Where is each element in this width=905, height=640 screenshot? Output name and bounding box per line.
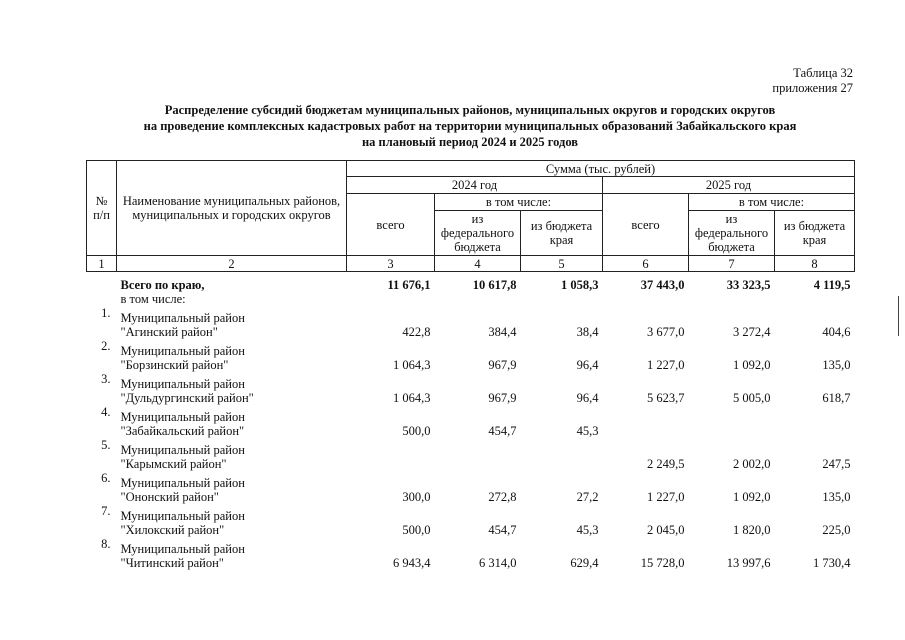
row-value: 967,9 (488, 358, 517, 372)
column-number: 6 (603, 256, 689, 272)
header-including-2025: в том числе: (689, 194, 855, 211)
row-value: 5 623,7 (647, 391, 685, 405)
table-row (87, 306, 855, 339)
table-row (87, 438, 855, 471)
row-index: 2. (101, 339, 111, 353)
row-value: 2 249,5 (647, 457, 685, 471)
table-row (87, 372, 855, 405)
row-value: 96,4 (576, 391, 599, 405)
row-value (603, 405, 689, 438)
row-name-line-1: Муниципальный район (120, 410, 245, 424)
row-name-line-2: "Забайкальский район" (120, 424, 245, 438)
row-index: 6. (101, 471, 111, 485)
row-name-line-1: Муниципальный район (120, 377, 245, 391)
row-value: 500,0 (402, 424, 431, 438)
total-sublabel: в том числе: (120, 292, 186, 306)
row-value: 3 677,0 (647, 325, 685, 339)
subsidy-table (86, 160, 855, 570)
column-number: 1 (87, 256, 117, 272)
row-value: 2 045,0 (647, 523, 685, 537)
row-value: 38,4 (576, 325, 599, 339)
row-name-line-2: "Дульдургинский район" (120, 391, 254, 405)
row-value: 1 227,0 (647, 490, 685, 504)
row-index: 1. (101, 306, 111, 320)
total-value: 37 443,0 (640, 278, 685, 292)
row-index: 8. (101, 537, 111, 551)
row-value: 27,2 (576, 490, 599, 504)
table-number: Таблица 32 (793, 66, 853, 80)
total-value: 4 119,5 (813, 278, 851, 292)
total-value: 33 323,5 (726, 278, 771, 292)
header-sum: Сумма (тыс. рублей) (347, 161, 855, 177)
row-name-line-2: "Карымский район" (120, 457, 227, 471)
row-value: 629,4 (570, 556, 599, 570)
scan-artifact (898, 296, 901, 336)
column-number: 8 (775, 256, 855, 272)
header-num: № п/п (87, 161, 117, 256)
header-regional-2025: из бюджета края (775, 211, 855, 256)
row-name-line-2: "Агинский район" (120, 325, 218, 339)
total-row (87, 272, 855, 307)
row-name-line-1: Муниципальный район (120, 311, 245, 325)
row-value: 13 997,6 (726, 556, 771, 570)
row-value: 1 227,0 (647, 358, 685, 372)
column-numbers-row (87, 256, 855, 272)
row-value: 1 092,0 (733, 490, 771, 504)
row-name-line-2: "Хилокский район" (120, 523, 225, 537)
header-year-2025: 2025 год (603, 177, 855, 194)
table-row (87, 504, 855, 537)
header-federal-2024: из федерального бюджета (435, 211, 521, 256)
row-value: 3 272,4 (733, 325, 771, 339)
row-value: 135,0 (822, 358, 851, 372)
column-number: 2 (117, 256, 347, 272)
row-name (117, 504, 347, 537)
row-name-line-2: "Читинский район" (120, 556, 224, 570)
row-value: 45,3 (576, 424, 599, 438)
row-value: 422,8 (402, 325, 431, 339)
row-value: 454,7 (488, 424, 517, 438)
row-value: 1 064,3 (393, 358, 431, 372)
total-value: 10 617,8 (472, 278, 517, 292)
row-name (117, 438, 347, 471)
row-name-line-1: Муниципальный район (120, 476, 245, 490)
row-name-line-1: Муниципальный район (120, 509, 245, 523)
total-label: Всего по краю, в том числе: (117, 272, 347, 307)
row-value (689, 405, 775, 438)
row-name (117, 537, 347, 570)
title-line-2: на проведение комплексных кадастровых работ на территории муниципальных образований Забайкальского края (143, 119, 797, 133)
header-including-2024: в том числе: (435, 194, 603, 211)
row-index: 4. (101, 405, 111, 419)
row-value: 6 943,4 (393, 556, 431, 570)
table-row (87, 405, 855, 438)
row-value: 300,0 (402, 490, 431, 504)
row-name (117, 372, 347, 405)
row-value: 15 728,0 (640, 556, 685, 570)
header-total-2024: всего (347, 194, 435, 256)
row-index: 3. (101, 372, 111, 386)
row-index: 7. (101, 504, 111, 518)
row-name-line-1: Муниципальный район (120, 542, 245, 556)
row-name (117, 405, 347, 438)
row-value: 1 820,0 (733, 523, 771, 537)
row-value: 404,6 (822, 325, 851, 339)
row-name-line-1: Муниципальный район (120, 344, 245, 358)
appendix-number: приложения 27 (772, 81, 853, 95)
row-name (117, 339, 347, 372)
total-value: 1 058,3 (561, 278, 599, 292)
table-reference (772, 66, 853, 96)
document-title (90, 102, 850, 150)
row-value (347, 438, 435, 471)
header-name: Наименование муниципальных районов, муниципальных и городских округов (117, 161, 347, 256)
row-value: 2 002,0 (733, 457, 771, 471)
title-line-3: на плановый период 2024 и 2025 годов (361, 135, 579, 149)
header-federal-2025: из федерального бюджета (689, 211, 775, 256)
table-row (87, 537, 855, 570)
row-value: 618,7 (822, 391, 851, 405)
row-index: 5. (101, 438, 111, 452)
table-row (87, 471, 855, 504)
row-value: 247,5 (822, 457, 851, 471)
row-name (117, 306, 347, 339)
row-value: 454,7 (488, 523, 517, 537)
table-row (87, 339, 855, 372)
row-name (117, 471, 347, 504)
header-year-2024: 2024 год (347, 177, 603, 194)
column-number: 5 (521, 256, 603, 272)
row-value: 272,8 (488, 490, 517, 504)
row-value (521, 438, 603, 471)
row-value: 1 730,4 (813, 556, 851, 570)
header-regional-2024: из бюджета края (521, 211, 603, 256)
row-value: 6 314,0 (479, 556, 517, 570)
row-value: 135,0 (822, 490, 851, 504)
column-number: 7 (689, 256, 775, 272)
title-line-1: Распределение субсидий бюджетам муниципальных районов, муниципальных округов и городских округов (164, 103, 776, 117)
row-value: 225,0 (822, 523, 851, 537)
row-value: 96,4 (576, 358, 599, 372)
row-value: 500,0 (402, 523, 431, 537)
header-total-2025: всего (603, 194, 689, 256)
row-value: 45,3 (576, 523, 599, 537)
total-value: 11 676,1 (387, 278, 431, 292)
row-value: 1 092,0 (733, 358, 771, 372)
row-name-line-1: Муниципальный район (120, 443, 245, 457)
row-value: 967,9 (488, 391, 517, 405)
row-value (435, 438, 521, 471)
row-name-line-2: "Ононский район" (120, 490, 219, 504)
row-value: 1 064,3 (393, 391, 431, 405)
row-value (775, 405, 855, 438)
column-number: 3 (347, 256, 435, 272)
row-value: 5 005,0 (733, 391, 771, 405)
row-value: 384,4 (488, 325, 517, 339)
row-name-line-2: "Борзинский район" (120, 358, 229, 372)
column-number: 4 (435, 256, 521, 272)
